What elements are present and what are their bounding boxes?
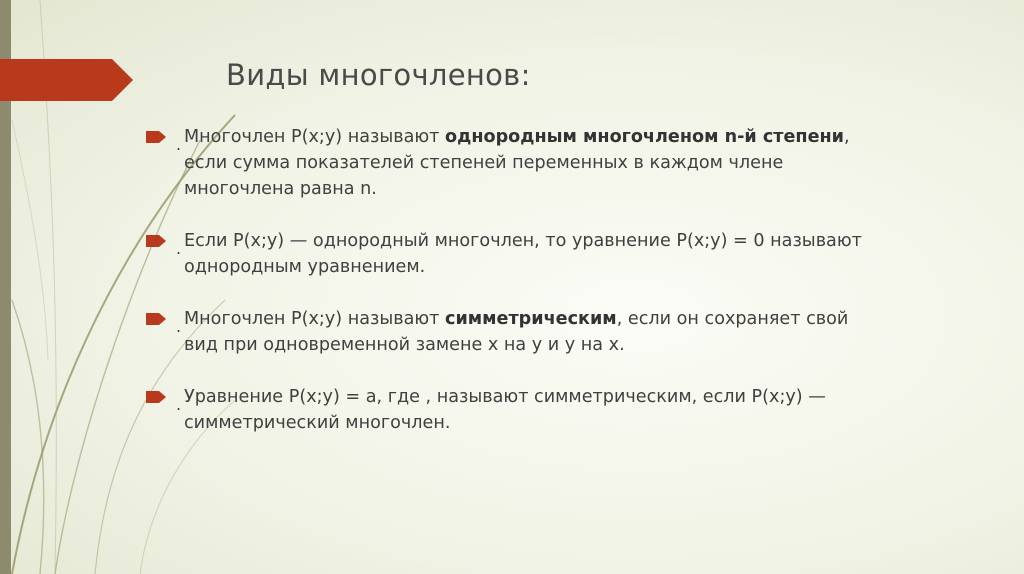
bullet-text	[184, 309, 848, 355]
bullet-text	[184, 387, 826, 433]
text-segment: Многочлен P(x;y) называют	[184, 309, 446, 329]
bold-term: симметрическим	[445, 309, 617, 329]
text-segment: , если он сохраняет свой вид при одновременной замене x на y и y на x.	[184, 309, 849, 355]
bullet-dot: .	[176, 239, 182, 258]
bullet-text	[184, 231, 862, 277]
arrow-bullet-icon	[146, 313, 166, 325]
text-segment: Многочлен P(x;y) называют	[184, 127, 446, 147]
text-segment: , если сумма показателей степеней переменных в каждом члене многочлена равна n.	[184, 127, 850, 199]
bullet-dot: .	[176, 317, 182, 336]
bullet-item	[146, 384, 886, 436]
text-segment: Уравнение P(x;y) = a, где , называют симметрическим, если P(x;y) — симметрический многочлен.	[184, 387, 826, 433]
arrow-bullet-icon	[146, 131, 166, 143]
slide-title: Виды многочленов:	[226, 58, 531, 92]
bullet-item	[146, 306, 886, 358]
bullet-dot: .	[176, 395, 182, 414]
bold-term: однородным многочленом n-й степени	[445, 127, 844, 147]
arrow-bullet-icon	[146, 391, 166, 403]
bullet-text	[184, 127, 850, 199]
arrow-bullet-icon	[146, 235, 166, 247]
text-segment: Если P(x;y) — однородный многочлен, то уравнение P(x;y) = 0 называют однородным уравнением.	[184, 231, 862, 277]
bullet-item	[146, 124, 886, 202]
bullet-dot: .	[176, 135, 182, 154]
title-accent-arrow	[0, 59, 133, 101]
bullet-list	[146, 124, 886, 462]
bullet-item	[146, 228, 886, 280]
